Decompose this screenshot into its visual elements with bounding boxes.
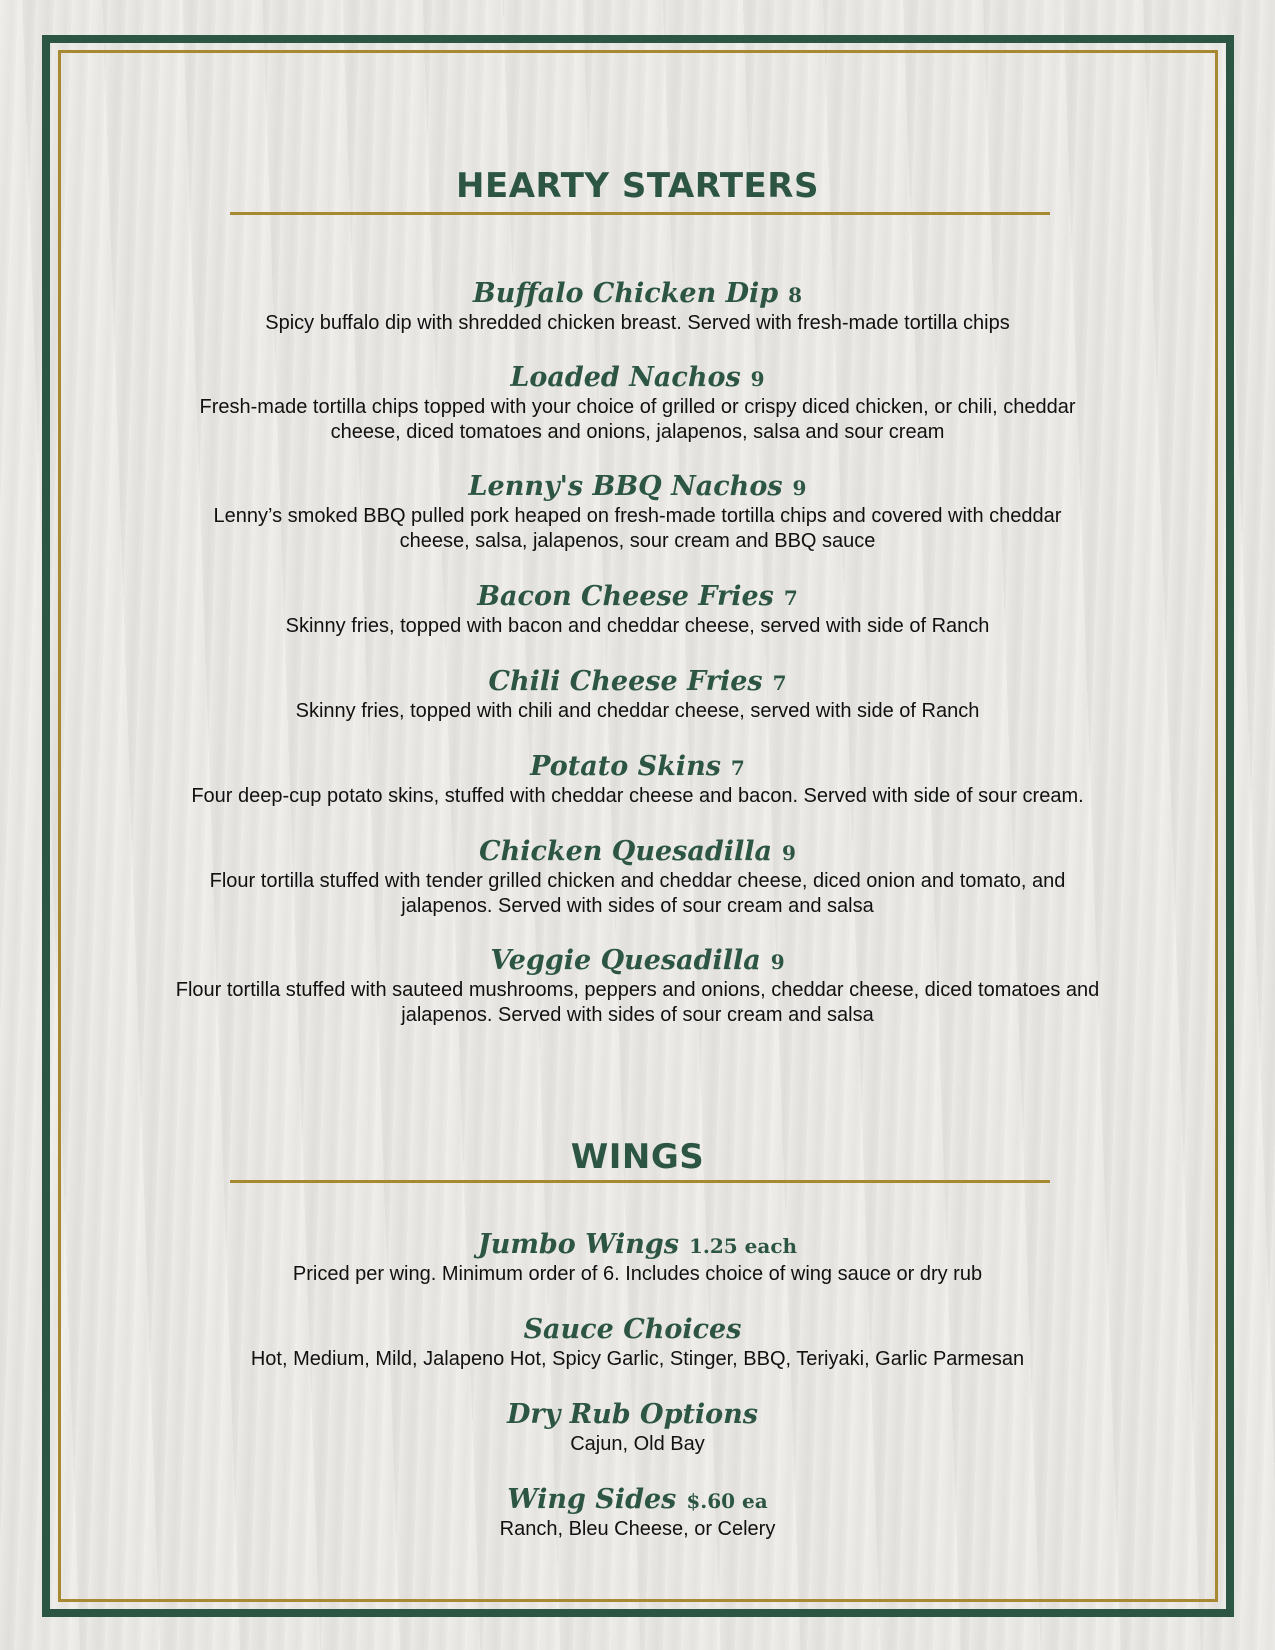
menu-item	[170, 581, 1105, 639]
item-description: Skinny fries, topped with bacon and cheddar cheese, served with side of Ranch	[285, 615, 990, 637]
item-name: Chicken Quesadilla	[479, 836, 772, 867]
item-description: Skinny fries, topped with chili and cheddar cheese, served with side of Ranch	[295, 700, 980, 722]
item-description: Fresh-made tortilla chips topped with your choice of grilled or crispy diced chicken, or chili, cheddar cheese, diced tomatoes and onions, jalapenos, salsa and sour cream	[199, 396, 1076, 443]
item-name: Jumbo Wings	[477, 1229, 679, 1260]
item-price: 7	[783, 586, 798, 610]
item-name: Bacon Cheese Fries	[477, 581, 774, 612]
item-price: 7	[730, 756, 745, 780]
item-description: Flour tortilla stuffed with sauteed mushrooms, peppers and onions, cheddar cheese, diced tomatoes and jalapenos. Served with sides of sour cream and salsa	[175, 979, 1100, 1026]
item-description: Cajun, Old Bay	[570, 1433, 705, 1455]
item-price: 9	[781, 841, 796, 865]
item-name: Loaded Nachos	[510, 362, 741, 393]
item-price: $.60 ea	[686, 1489, 768, 1513]
item-name: Buffalo Chicken Dip	[472, 278, 779, 309]
section-divider	[230, 1180, 1050, 1183]
menu-item	[170, 362, 1105, 445]
item-description: Lenny’s smoked BBQ pulled pork heaped on fresh-made tortilla chips and covered with cheddar cheese, salsa, jalapenos, sour cream and BBQ sauce	[213, 505, 1062, 552]
item-price: 9	[792, 476, 807, 500]
item-description: Priced per wing. Minimum order of 6. Includes choice of wing sauce or dry rub	[292, 1263, 983, 1285]
menu-item	[170, 1229, 1105, 1287]
item-price: 9	[750, 367, 765, 391]
item-price: 8	[788, 283, 803, 307]
menu-item	[170, 1399, 1105, 1457]
item-name: Veggie Quesadilla	[490, 945, 761, 976]
menu-item	[170, 836, 1105, 919]
item-price: 1.25 each	[689, 1234, 798, 1258]
item-description: Four deep-cup potato skins, stuffed with cheddar cheese and bacon. Served with side of sour cream.	[191, 785, 1084, 807]
section-divider	[230, 212, 1050, 215]
menu-item	[170, 751, 1105, 809]
item-name: Potato Skins	[530, 751, 721, 782]
section-title-wings: WINGS	[570, 1137, 705, 1177]
menu-item	[170, 278, 1105, 336]
item-description: Ranch, Bleu Cheese, or Celery	[499, 1518, 776, 1540]
item-name: Wing Sides	[507, 1484, 677, 1515]
item-description: Hot, Medium, Mild, Jalapeno Hot, Spicy Garlic, Stinger, BBQ, Teriyaki, Garlic Parmesan	[250, 1348, 1025, 1370]
menu-item	[170, 666, 1105, 724]
item-name: Chili Cheese Fries	[488, 666, 763, 697]
item-price: 7	[772, 671, 787, 695]
item-description: Spicy buffalo dip with shredded chicken breast. Served with fresh-made tortilla chips	[265, 312, 1010, 334]
item-price: 9	[770, 950, 785, 974]
item-name: Dry Rub Options	[506, 1399, 759, 1430]
section-title-starters: HEARTY STARTERS	[456, 166, 819, 206]
item-description: Flour tortilla stuffed with tender grilled chicken and cheddar cheese, diced onion and tomato, and jalapenos. Served with sides of sour cream and salsa	[209, 870, 1066, 917]
menu-item	[170, 1484, 1105, 1542]
item-name: Sauce Choices	[523, 1314, 742, 1345]
menu-item	[170, 471, 1105, 554]
item-name: Lenny's BBQ Nachos	[468, 471, 783, 502]
menu-item	[170, 945, 1105, 1028]
menu-item	[170, 1314, 1105, 1372]
